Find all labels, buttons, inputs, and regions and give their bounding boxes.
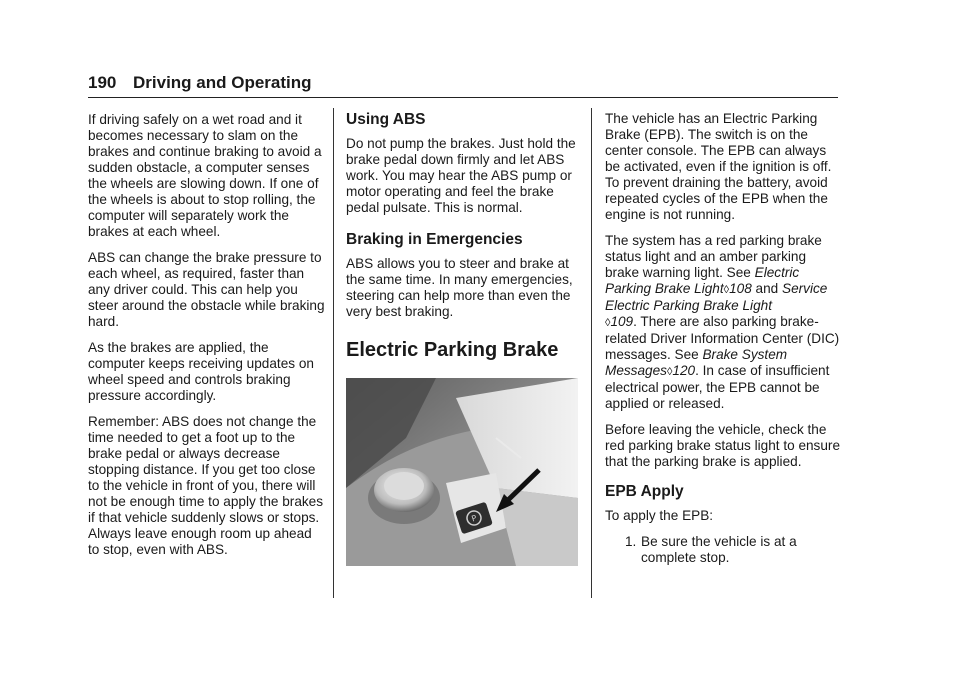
- paragraph-lights: [605, 233, 841, 412]
- paragraph: To apply the EPB:: [605, 508, 714, 523]
- xref-link[interactable]: Electric Parking Brake Light: [605, 265, 800, 296]
- paragraph: As the brakes are applied, the computer keeps receiving updates on wheel speed and controls braking pressure accordingly.: [88, 340, 314, 403]
- paragraph: The vehicle has an Electric Parking Brake (EPB). The switch is on the center console. The EPB can always be activated, even if the ignition is off. To prevent draining the battery, avoid repeated cycles of the EPB when the engine is not running.: [605, 111, 832, 222]
- heading-electric-parking-brake: Electric Parking Brake: [346, 339, 559, 361]
- xref-arrow-icon: ◊: [666, 366, 673, 378]
- xref-page[interactable]: 108: [729, 281, 752, 296]
- column-right: [605, 111, 841, 566]
- xref-arrow-icon: ◊: [605, 317, 611, 329]
- text: . In case of insufficient electrical power, the EPB cannot be applied or released.: [605, 363, 830, 411]
- column-left: [88, 112, 326, 568]
- text: The system has a red parking brake status light and an amber parking brake warning light. See: [605, 233, 822, 280]
- heading-braking-emergencies: Braking in Emergencies: [346, 231, 523, 248]
- xref-link[interactable]: Brake System Messages: [605, 347, 788, 378]
- step-text: Be sure the vehicle is at a complete stop.: [641, 534, 797, 565]
- text: . There are also parking brake-related Driver Information Center (DIC) messages. See: [605, 314, 840, 362]
- xref-link[interactable]: Service Electric Parking Brake Light: [605, 281, 828, 313]
- paragraph: Before leaving the vehicle, check the red parking brake status light to ensure that the parking brake is applied.: [605, 422, 841, 469]
- column-divider: [333, 108, 334, 598]
- steps-list: [605, 534, 841, 566]
- heading-using-abs: Using ABS: [346, 111, 426, 128]
- page-number: 190: [88, 73, 117, 92]
- paragraph: Do not pump the brakes. Just hold the brake pedal down firmly and let ABS work. You may hear the ABS pump or motor operating and feel the brake pedal pulsate. This is normal.: [346, 136, 576, 215]
- step-number: 1.: [625, 534, 637, 549]
- page-header: [88, 72, 838, 100]
- column-divider: [591, 108, 592, 598]
- xref-page[interactable]: 120: [672, 363, 696, 378]
- list-item: [605, 534, 841, 566]
- xref-arrow-icon: ◊: [723, 284, 730, 296]
- epb-switch-photo: [346, 378, 578, 566]
- xref-page[interactable]: 109: [610, 314, 634, 329]
- paragraph: ABS can change the brake pressure to each wheel, as required, faster than any driver could. This can help you steer around the obstacle while braking hard.: [88, 250, 325, 329]
- column-middle: [346, 110, 581, 566]
- heading-epb-apply: EPB Apply: [605, 483, 684, 500]
- paragraph: If driving safely on a wet road and it becomes necessary to slam on the brakes and continue braking to avoid a sudden obstacle, a computer senses the wheels are slowing down. If one of the wheels is about to stop rolling, the computer will separately work the brakes at each wheel.: [88, 112, 322, 239]
- paragraph: Remember: ABS does not change the time needed to get a foot up to the brake pedal or always decrease stopping distance. If you get too close to the vehicle in front of you, there will not be enough time to apply the brakes if that vehicle suddenly slows or stops. Always leave enough room up ahead to stop, even with ABS.: [88, 414, 324, 557]
- paragraph: ABS allows you to steer and brake at the same time. In many emergencies, steering can help more than even the very best braking.: [346, 256, 573, 319]
- svg-text:P: P: [470, 513, 478, 524]
- text: and: [751, 281, 782, 296]
- console-illustration: [346, 378, 578, 566]
- section-title: Driving and Operating: [133, 73, 312, 92]
- header-rule: [88, 97, 838, 98]
